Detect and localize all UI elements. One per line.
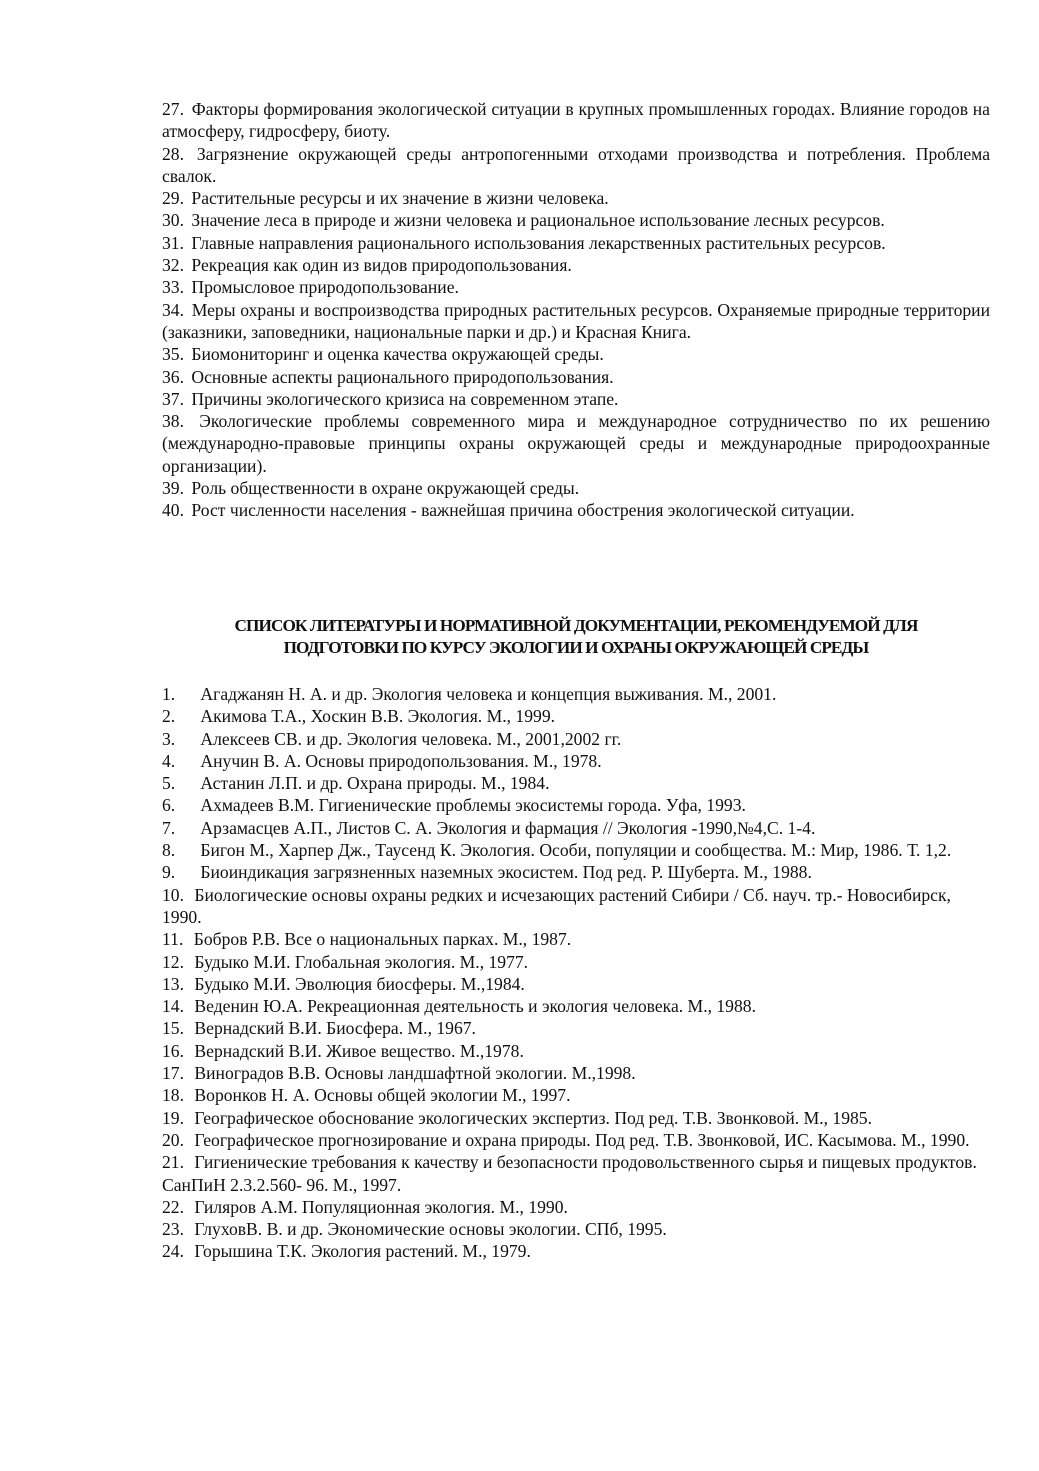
question-item-text: Экологические проблемы современного мира и международное сотрудничество по их решению (международно-правовые принципы охраны окружающей среды и международные природоохранные организации). — [162, 411, 991, 476]
question-item-text: Рекреация как один из видов природопользования. — [191, 255, 572, 276]
question-item-text: Меры охраны и воспроизводства природных растительных ресурсов. Охраняемые природные территории (заказники, заповедники, национальные парки и др.) и Красная Книга. — [162, 299, 990, 342]
question-item — [162, 366, 990, 388]
reference-item-number: 19. — [162, 1107, 184, 1128]
reference-item — [162, 1062, 992, 1084]
reference-item — [162, 1107, 992, 1129]
question-item-number: 32. — [162, 255, 184, 276]
question-item-number: 28. — [162, 143, 184, 164]
reference-item-number: 13. — [162, 973, 184, 994]
question-item-number: 39. — [162, 478, 184, 499]
reference-item-text: Гиляров А.М. Популяционная экология. М., 1990. — [194, 1196, 568, 1217]
reference-item — [162, 861, 992, 883]
reference-item — [162, 951, 992, 973]
reference-item-text: Гигиенические требования к качеству и безопасности продовольственного сырья и пищевых продуктов. СанПиН 2.3.2.560- 96. М., 1997. — [162, 1152, 977, 1195]
question-item-number: 38. — [162, 411, 184, 432]
reference-list — [162, 683, 992, 1263]
reference-item-text: Веденин Ю.А. Рекреационная деятельность и экология человека. М., 1988. — [194, 996, 756, 1017]
reference-item-text: Биологические основы охраны редких и исчезающих растений Сибири / Сб. науч. тр.- Новосибирск, 1990. — [162, 884, 951, 927]
reference-item — [162, 884, 992, 929]
question-item — [162, 254, 990, 276]
question-item — [162, 388, 990, 410]
reference-item — [162, 1151, 992, 1196]
reference-item-text: Акимова Т.А., Хоскин В.В. Экология. М., 1999. — [200, 706, 556, 727]
reference-item-number: 21. — [162, 1152, 184, 1173]
question-item-text: Главные направления рационального использования лекарственных растительных ресурсов. — [191, 232, 886, 253]
heading-line-1: СПИСОК ЛИТЕРАТУРЫ И НОРМАТИВНОЙ ДОКУМЕНТАЦИИ, РЕКОМЕНДУЕМОЙ ДЛЯ — [234, 616, 918, 635]
reference-item — [162, 1040, 992, 1062]
question-item-number: 40. — [162, 500, 184, 521]
reference-item-number: 24. — [162, 1241, 184, 1262]
reference-item-text: Горышина Т.К. Экология растений. М., 1979. — [194, 1241, 531, 1262]
reference-item — [162, 683, 992, 705]
question-item-number: 29. — [162, 188, 184, 209]
reference-item-number: 22. — [162, 1196, 184, 1217]
reference-item-number: 2. — [162, 706, 176, 727]
question-item-text: Факторы формирования экологической ситуации в крупных промышленных городах. Влияние городов на атмосферу, гидросферу, биоту. — [162, 99, 990, 142]
reference-item-number: 20. — [162, 1129, 184, 1150]
question-item-text: Основные аспекты рационального природопользования. — [191, 366, 614, 387]
reference-item-number: 18. — [162, 1085, 184, 1106]
question-item-text: Значение леса в природе и жизни человека и рациональное использование лесных ресурсов. — [191, 210, 885, 231]
question-list — [162, 98, 990, 522]
reference-item — [162, 1084, 992, 1106]
reference-item — [162, 794, 992, 816]
reference-item-text: Ахмадеев В.М. Гигиенические проблемы экосистемы города. Уфа, 1993. — [200, 795, 746, 816]
reference-item-text: Будыко М.И. Эволюция биосферы. М.,1984. — [194, 973, 525, 994]
question-item-number: 35. — [162, 344, 184, 365]
question-item — [162, 299, 990, 344]
reference-item — [162, 839, 992, 861]
question-item-number: 34. — [162, 299, 184, 320]
reference-item-number: 23. — [162, 1219, 184, 1240]
reference-item-text: Будыко М.И. Глобальная экология. М., 1977. — [194, 951, 529, 972]
question-item-number: 27. — [162, 99, 184, 119]
reference-item-number: 9. — [162, 862, 176, 883]
reference-item-number: 3. — [162, 728, 176, 749]
reference-item-number: 1. — [162, 684, 176, 704]
reference-item-text: Бобров Р.В. Все о национальных парках. М., 1987. — [193, 929, 572, 950]
reference-item-text: Арзамасцев А.П., Листов С. А. Экология и фармация // Экология -1990,№4,С. 1-4. — [200, 817, 816, 838]
reference-item — [162, 928, 992, 950]
question-item-number: 33. — [162, 277, 184, 298]
reference-item — [162, 1218, 992, 1240]
reference-item-number: 6. — [162, 795, 176, 816]
question-item-text: Рост численности населения - важнейшая причина обострения экологической ситуации. — [191, 500, 855, 521]
reference-item-text: Виноградов В.В. Основы ландшафтной экологии. М.,1998. — [194, 1063, 636, 1084]
question-item-text: Роль общественности в охране окружающей среды. — [191, 478, 580, 499]
question-item-text: Растительные ресурсы и их значение в жизни человека. — [191, 188, 609, 209]
reference-item-text: Вернадский В.И. Живое вещество. М.,1978. — [194, 1040, 524, 1061]
reference-item-text: Анучин В. А. Основы природопользования. М., 1978. — [200, 750, 602, 771]
reference-item-number: 4. — [162, 750, 176, 771]
question-item-number: 36. — [162, 366, 184, 387]
reference-item — [162, 817, 992, 839]
reference-item — [162, 1017, 992, 1039]
question-item — [162, 232, 990, 254]
reference-item-text: Географическое обоснование экологических экспертиз. Под ред. Т.В. Звонковой. М., 1985. — [194, 1107, 873, 1128]
reference-item-number: 12. — [162, 951, 184, 972]
question-item — [162, 98, 990, 143]
question-item — [162, 343, 990, 365]
question-item-text: Причины экологического кризиса на современном этапе. — [191, 388, 619, 409]
reference-item-text: Астанин Л.П. и др. Охрана природы. М., 1984. — [200, 773, 550, 794]
reference-item — [162, 705, 992, 727]
reference-item — [162, 1240, 992, 1262]
reference-item-text: Вернадский В.И. Биосфера. М., 1967. — [194, 1018, 476, 1039]
question-item-number: 37. — [162, 388, 184, 409]
reference-item — [162, 1129, 992, 1151]
question-item — [162, 187, 990, 209]
question-item — [162, 276, 990, 298]
reference-item-text: ГлуховВ. В. и др. Экономические основы экологии. СПб, 1995. — [194, 1219, 667, 1240]
reference-item-number: 16. — [162, 1040, 184, 1061]
reference-item-text: Агаджанян Н. А. и др. Экология человека и концепция выживания. М., 2001. — [200, 684, 777, 704]
reference-item-number: 10. — [162, 884, 184, 905]
reference-item-number: 8. — [162, 840, 176, 861]
question-item — [162, 143, 990, 188]
question-item-text: Загрязнение окружающей среды антропогенными отходами производства и потребления. Проблема свалок. — [162, 143, 990, 186]
reference-item-number: 15. — [162, 1018, 184, 1039]
reference-item-number: 7. — [162, 817, 176, 838]
reference-item — [162, 772, 992, 794]
reference-item — [162, 728, 992, 750]
reference-item-text: Биоиндикация загрязненных наземных экосистем. Под ред. Р. Шуберта. М., 1988. — [200, 862, 812, 883]
question-item — [162, 410, 990, 477]
reference-item-number: 17. — [162, 1063, 184, 1084]
heading-line-2: ПОДГОТОВКИ ПО КУРСУ ЭКОЛОГИИ И ОХРАНЫ ОКРУЖАЮЩЕЙ СРЕДЫ — [283, 638, 869, 657]
question-item-number: 30. — [162, 210, 184, 231]
reference-item-text: Алексеев СВ. и др. Экология человека. М., 2001,2002 гг. — [200, 728, 622, 749]
reference-item-number: 11. — [162, 929, 184, 950]
question-item — [162, 477, 990, 499]
section-heading — [120, 615, 1032, 659]
reference-item-text: Воронков Н. А. Основы общей экологии М., 1997. — [194, 1085, 571, 1106]
reference-item-number: 5. — [162, 773, 176, 794]
reference-item-number: 14. — [162, 996, 184, 1017]
question-item-number: 31. — [162, 232, 184, 253]
reference-item — [162, 973, 992, 995]
reference-item-text: Бигон М., Харпер Дж., Таусенд К. Экология. Особи, популяции и сообщества. М.: Мир, 1986. Т. 1,2. — [200, 840, 952, 861]
question-item-text: Промысловое природопользование. — [191, 277, 459, 298]
reference-item — [162, 750, 992, 772]
reference-item — [162, 1196, 992, 1218]
question-item-text: Биомониторинг и оценка качества окружающей среды. — [191, 344, 604, 365]
reference-item-text: Географическое прогнозирование и охрана природы. Под ред. Т.В. Звонковой, ИС. Касымова. М., 1990. — [194, 1129, 970, 1150]
question-item — [162, 209, 990, 231]
question-item — [162, 499, 990, 521]
reference-item — [162, 995, 992, 1017]
